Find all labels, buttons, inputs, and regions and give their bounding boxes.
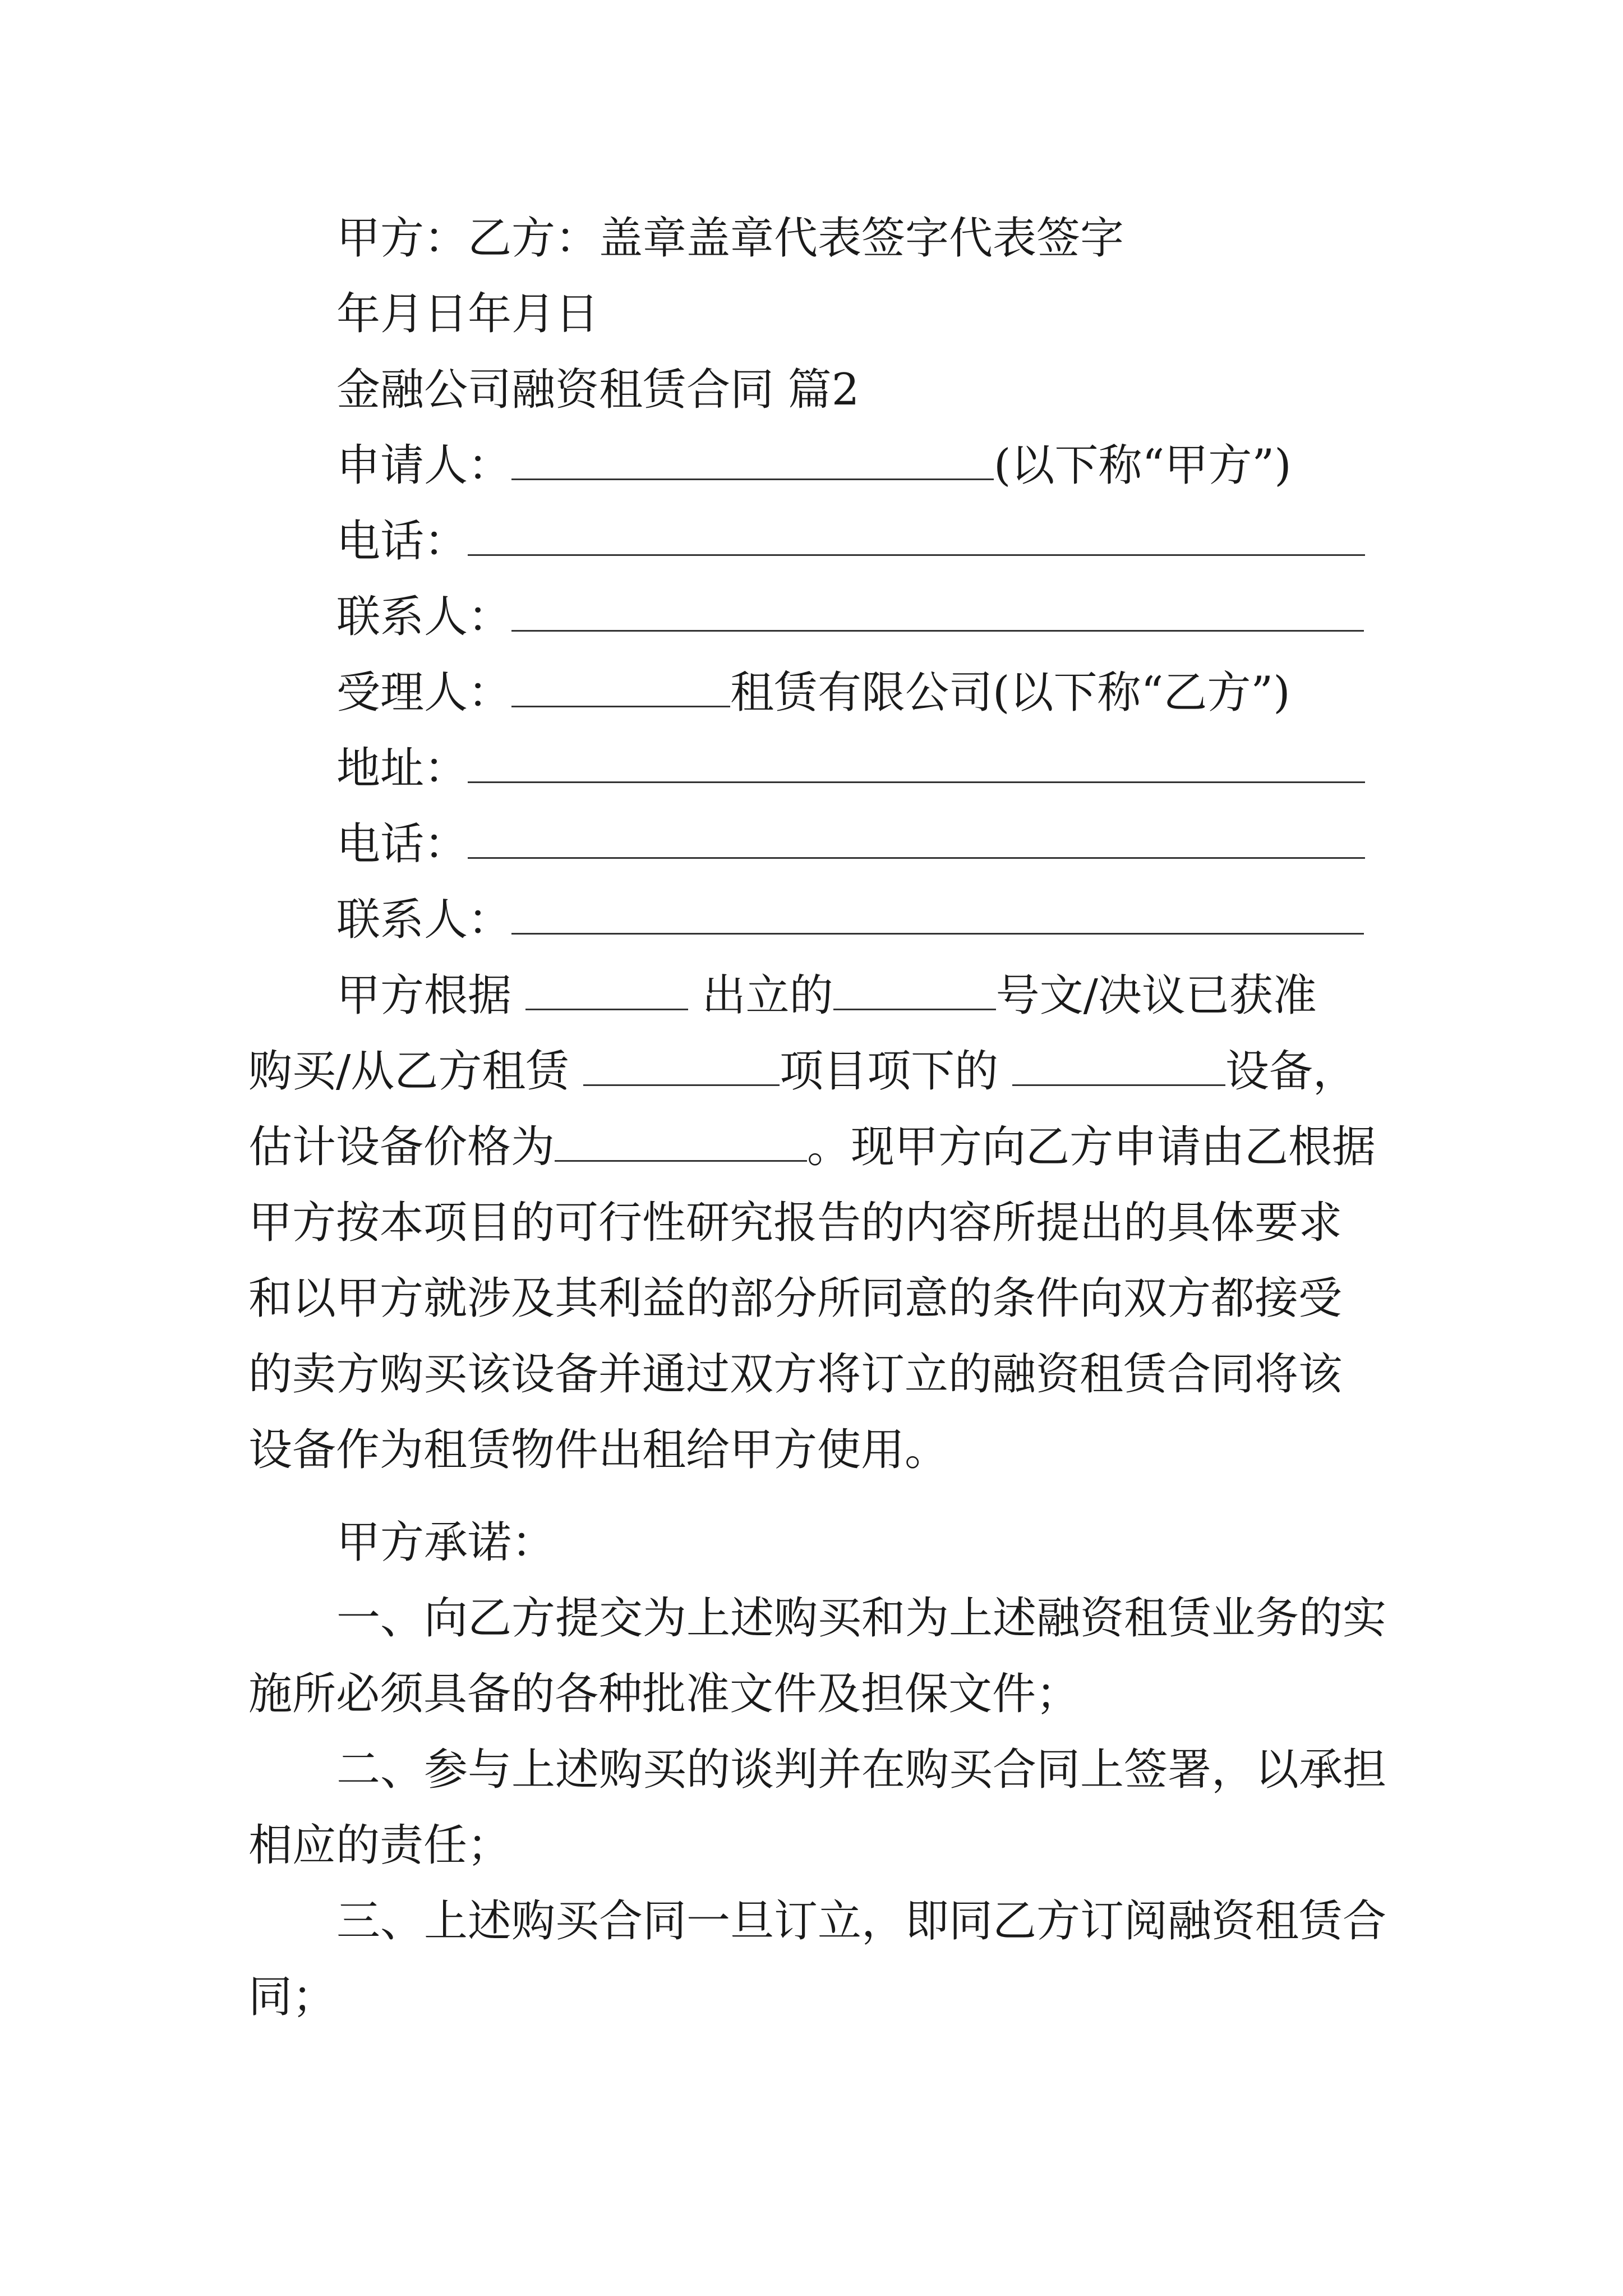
project-blank	[583, 1045, 780, 1086]
acceptor-suffix: 租赁有限公司(以下称“乙方”)	[730, 668, 1290, 718]
acceptor-address-row	[336, 740, 1365, 797]
acceptor-contact-label: 联系人：	[336, 895, 512, 945]
promise-item-3b: 同；	[248, 1972, 336, 2022]
promise-item-1a: 一、向乙方提交为上述购买和为上述融资租赁业务的实	[336, 1593, 1387, 1644]
promise-item-2b: 相应的责任；	[248, 1820, 511, 1871]
body-line-5: 和以甲方就涉及其利益的部分所同意的条件向双方都接受	[248, 1273, 1343, 1324]
promise-title: 甲方承诺：	[336, 1517, 556, 1568]
date-line: 年月日年月日	[336, 289, 600, 339]
body-text: 号文/决议已获准	[995, 970, 1317, 1021]
body-text: 估计设备价格为	[248, 1122, 555, 1172]
applicant-phone-blank	[468, 515, 1365, 556]
acceptor-label: 受理人：	[336, 668, 512, 718]
body-text: 。现甲方向乙方申请由乙根据	[807, 1122, 1376, 1172]
applicant-contact-row	[336, 589, 1364, 645]
equipment-blank	[1012, 1045, 1225, 1086]
body-text: 购买/从乙方租赁	[248, 1046, 570, 1097]
body-text: 设备，	[1225, 1046, 1357, 1097]
body-line-6: 的卖方购买该设备并通过双方将订立的融资租赁合同将该	[248, 1349, 1343, 1400]
body-text: 项目项下的	[780, 1046, 999, 1097]
applicant-label: 申请人：	[336, 440, 512, 491]
acceptor-blank	[511, 666, 730, 707]
applicant-phone-row	[336, 513, 1365, 569]
doc-number-blank	[833, 969, 996, 1010]
acceptor-address-blank	[468, 742, 1365, 783]
promise-item-1b: 施所必须具备的各种批准文件及担保文件；	[248, 1669, 1080, 1719]
acceptor-address-label: 地址：	[336, 743, 468, 794]
body-text: 甲方根据	[336, 970, 512, 1021]
acceptor-row	[336, 665, 1290, 721]
signature-line: 甲方：乙方：盖章盖章代表签字代表签字	[336, 213, 1124, 264]
acceptor-phone-row	[336, 816, 1365, 872]
promise-item-3a: 三、上述购买合同一旦订立，即同乙方订阅融资租赁合	[336, 1896, 1387, 1947]
acceptor-phone-label: 电话：	[336, 819, 468, 869]
acceptor-phone-blank	[468, 818, 1365, 859]
body-text: 出立的	[702, 970, 833, 1021]
basis-blank	[525, 969, 688, 1010]
section-title: 金融公司融资租赁合同 篇2	[336, 365, 860, 415]
body-line-3	[248, 1119, 1376, 1175]
body-line-2	[248, 1043, 1357, 1099]
applicant-suffix: (以下称“甲方”)	[994, 440, 1292, 491]
acceptor-contact-blank	[511, 894, 1364, 935]
promise-item-2a: 二、参与上述购买的谈判并在购买合同上签署，以承担	[336, 1745, 1387, 1795]
acceptor-contact-row	[336, 892, 1364, 948]
applicant-row	[336, 438, 1292, 494]
applicant-blank	[511, 439, 994, 480]
body-line-1	[336, 968, 1317, 1024]
body-line-7: 设备作为租赁物件出租给甲方使用。	[248, 1425, 949, 1475]
applicant-phone-label: 电话：	[336, 516, 468, 567]
body-line-4: 甲方按本项目的可行性研究报告的内容所提出的具体要求	[248, 1198, 1343, 1248]
applicant-contact-label: 联系人：	[336, 592, 512, 642]
applicant-contact-blank	[511, 591, 1364, 632]
price-blank	[555, 1121, 807, 1162]
